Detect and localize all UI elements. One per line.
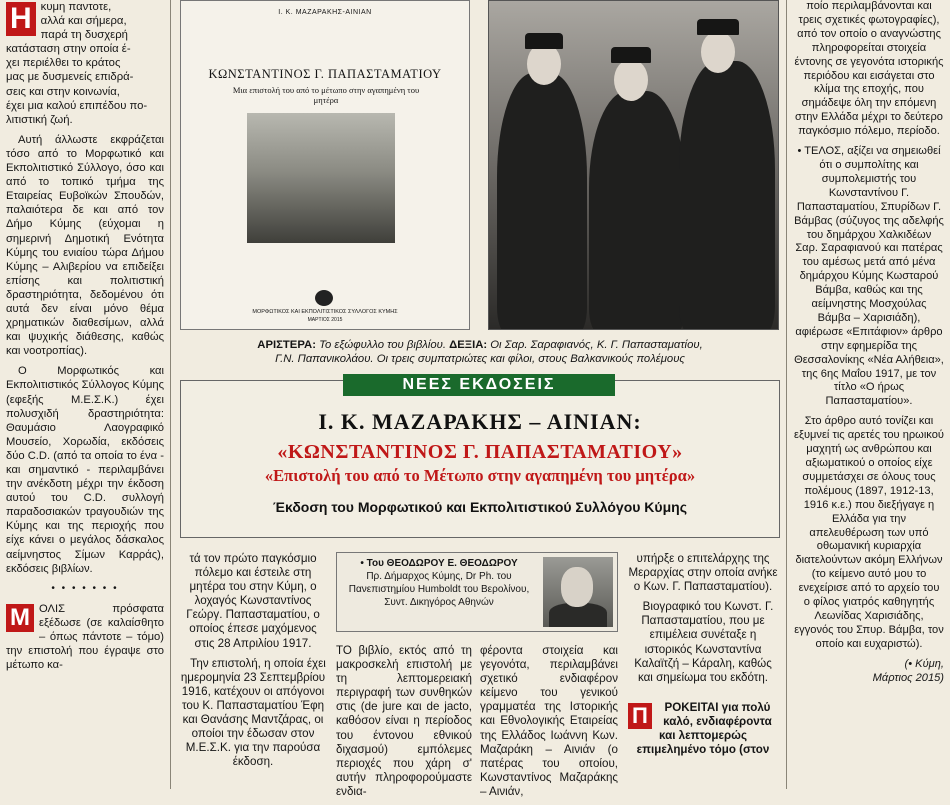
book-author: Ι. Κ. ΜΑΖΑΡΑΚΗΣ-ΑΙΝΙΑΝ <box>278 9 372 16</box>
col1-line: παρά τη δυσχερή <box>40 29 128 42</box>
book-publisher: ΜΟΡΦΩΤΙΚΟΣ ΚΑΙ ΕΚΠΟΛΙΤΙΣΤΙΚΟΣ ΣΥΛΛΟΓΟΣ ΚΥΜΗΣ <box>252 309 398 315</box>
author-byline <box>341 557 537 609</box>
author-name: • Του ΘΕΟΔΩΡΟΥ Ε. ΘΕΟΔΩΡΟΥ <box>360 558 518 569</box>
col2-para1: τά τον πρώτο παγκόσμιο πόλεμο και έστειλε στη μητέρα του στην Κύμη, ο λοχαγός Κωνσταντίνος Γεώργ. Παπασταματίου, ο οποίος έπεσε μαχόμενος στις 28 Απριλίου 1917. <box>186 552 320 650</box>
col5-para3: ΡΟΚΕΙΤΑΙ για πολύ καλό, ενδιαφέροντα και λεπτομερώς επιμελημένο τόμο (στον <box>636 700 772 757</box>
col5-para2: Βιογραφικό του Κωνστ. Γ. Παπασταματίου, που με επιμέλεια συνέταξε η ιστορικός Κωνσταντίνα Καλαϊτζή – Κάραλη, καθώς και σημείωμα του εκδότη. <box>634 600 774 684</box>
book-subtitle: Μια επιστολή του από το μέτωπο στην αγαπημένη του μητέρα <box>232 85 420 105</box>
book-cover-photo <box>247 113 395 243</box>
column-4 <box>480 644 618 805</box>
soldier-figure-center <box>589 91 685 330</box>
col5-para3-wrap <box>628 701 778 757</box>
col3-para: ΤΟ βιβλίο, εκτός από τη μακροσκελή επιστολή με τη λεπτομερειακή περιγραφή των συνθηκών στις (de jure και de jacto, καθόσον είναι η περίοδος του έντονου εθνικού διχασμού) εμπόλεμες περιοχές που χάρη σ' αυτήν πληροφορούμαστε ενδια- <box>336 644 472 798</box>
caption-line-1 <box>180 338 780 352</box>
separator-dots: • • • • • • • <box>51 582 119 594</box>
col4-para: φέροντα στοιχεία και γεγονότα, περιλαμβάνει σχετικό ενδιαφέρον κείμενο του γενικού γραμματέα της Ιστορικής και Εθνολογικής Εταιρείας της Ελλάδος Ιωάννη Κων. Μαζαράκη – Αινιάν (ο πατέρας του οποίου, Κωνσταντίνος Μαζαράκης – Αινιάν, <box>480 644 618 798</box>
announcement-title: «ΚΩΝΣΤΑΝΤΙΝΟΣ Γ. ΠΑΠΑΣΤΑΜΑΤΙΟΥ» <box>277 441 683 463</box>
col1-para2: Αυτή άλλωστε εκφράζεται τόσο από το Μορφωτικό και Εκπολιτιστικό Σύλλογο, όσο και από το τοπικό τμήμα της Εταιρείας Ευβοϊκών Σπουδών, παλαιότερα δε και από τον Δήμο Κύμης (εύχομαι η σημερινή Δημοτική Ενότητα Κύμης του ενιαίου τώρα Δήμου Κύμης – Αλιβερίου να επιδείξει επίσης και πολιτιστική δραστηριότητα, δεδομένου ότι αυτά δεν είναι μόνο θέμα χρηματικών διαθεσίμων, αλλά και ψυχικής διάθεσης, καθώς και νοοτροπίας). <box>6 133 164 358</box>
soldier-cap-left <box>525 33 563 49</box>
column-6 <box>794 0 944 686</box>
dropcap-mu: Μ <box>6 604 34 632</box>
col6-para2: • ΤΕΛΟΣ, αξίζει να σημειωθεί ότι ο συμπολίτης και συμπολεμιστής του Κωνσταντίνου Γ. Παπασταματίου, Σπυρίδων Γ. Βάμβας (σύζυγος της αδελφής του δημάρχου Χαλκιδέων Σαρ. Σαραφιανού και πατέρας του αμέσως μετά από μένα δημάρχου Κύμης Κωσταρού Βάμβα, καθώς και της αείμνηστης Μοσχούλας Βάμβα – Χαρισιάδη), αφιέρωσε «Επιτάφιον» άρθρο στην εφημερίδα της Θεσσαλονίκης «Νέα Αλήθεια», της 6ης Μαΐου 1917, με τον τίτλο «Ο ήρως Παπασταματίου». <box>794 145 944 408</box>
publisher-emblem-icon <box>315 290 333 306</box>
new-publications-badge: ΝΕΕΣ ΕΚΔΟΣΕΙΣ <box>343 374 615 396</box>
col1-line: έχει μια καλού επιπέδου πο- <box>6 99 148 112</box>
new-publications-box <box>180 376 780 538</box>
col1-para3: Ο Μορφωτικός και Εκπολιτιστικός Σύλλογος Κύμης (εφεξής Μ.Ε.Σ.Κ.) έχει πολυσχιδή δραστηριότητα: Θαυμάσιο Λαογραφικό Μουσείο, Χορωδία, εκδόσεις δύο C.D. (από τα οποία το ένα - και σημαντικό - περιλαμβάνει την ανέκδοτη μέχρι την έκδοση αυτού του C.D. συλλογή παραδοσιακών τραγουδιών της Κύμης και της περιοχής που είχε κάνει ο μεγάλος δάσκαλος αείμνηστος Σίμων Καρράς), εκδόσεις βιβλίων. <box>6 365 164 575</box>
book-cover-image <box>180 0 470 330</box>
author-box <box>336 552 618 632</box>
col1-line: αλλά και σήμερα, <box>40 15 127 28</box>
column-divider <box>786 0 787 789</box>
author-photo <box>543 557 613 627</box>
col1-line: μας με δυσμενείς επιδρά- <box>6 71 134 84</box>
soldier-figure-right <box>679 61 775 330</box>
column-divider <box>170 0 171 789</box>
col6-para3: Στο άρθρο αυτό τονίζει και εξυμνεί τις αρετές του ηρωικού μαχητή ως ανθρώπου και αξιωματικού ο οποίος είχε συμμετάσχει σε όλους τους πολέμους (1897, 1912-13, 1916 κ.ε.) που διεξήγαγε η Ελλάδα για την απελευθέρωση των υπό οθωμανική κυριαρχία διατελούντων ακόμη Ελλήνων (το κείμενο αυτό μου το ενεχείρισε από το αρχείο του ο φίλος γιατρός καθηγητής Λεωνίδας Χαρισιάδης, εγγονός του Σπυρ. Βάμβα, τον οποίο και ευχαριστώ). <box>794 415 944 650</box>
soldier-cap-right <box>697 19 739 35</box>
col1-line: χει περιέλθει το κράτος <box>6 57 121 70</box>
signature-place: (• Κύμη, <box>904 657 944 670</box>
col5-para1: υπήρξε ο επιτελάρχης της Μεραρχίας στην οποία ανήκε ο Κων. Γ. Παπασταματίου). <box>628 552 778 594</box>
author-photo-face <box>561 567 593 607</box>
dropcap-pi: Π <box>628 703 652 729</box>
soldiers-photo <box>488 0 779 330</box>
column-1 <box>6 0 164 678</box>
photo-caption <box>180 338 780 366</box>
announcement-edition: Έκδοση του Μορφωτικού και Εκπολιτιστικού Συλλόγου Κύμης <box>273 499 687 515</box>
signature-date: Μάρτιος 2015) <box>872 671 944 684</box>
soldier-face-right <box>701 31 735 73</box>
caption-text-right: Οι Σαρ. Σαραφιανός, Κ. Γ. Παπασταματίου, <box>487 339 703 351</box>
caption-label-right: ΔΕΞΙΑ: <box>449 339 488 351</box>
dropcap-eta: Η <box>6 2 36 36</box>
signature <box>794 658 944 686</box>
column-3 <box>336 644 472 805</box>
col1-line: λιτιστική ζωή. <box>6 113 73 126</box>
soldier-face-left <box>527 43 561 85</box>
announcement-author: Ι. Κ. ΜΑΖΑΡΑΚΗΣ – ΑΙΝΙΑΝ: <box>318 409 642 434</box>
book-title: ΚΩΝΣΤΑΝΤΙΝΟΣ Γ. ΠΑΠΑΣΤΑΜΑΤΙΟΥ <box>208 67 442 81</box>
caption-text-left: Το εξώφυλλο του βιβλίου. <box>315 339 450 351</box>
book-date: ΜΑΡΤΙΟΣ 2015 <box>307 317 343 323</box>
col1-line: κυμη παντοτε, <box>40 1 112 13</box>
caption-label-left: ΑΡΙΣΤΕΡΑ: <box>257 339 316 351</box>
soldier-cap-center <box>611 47 651 63</box>
col1-line: κατάσταση στην οποία έ- <box>6 43 131 56</box>
col1-line: σεις και στην κοινωνία, <box>6 85 120 98</box>
col1-para4: ΟΛΙΣ πρόσφατα εξέδωσε (σε καλαίσθητο – όπως πάντοτε – τόμο) την επιστολή που έγραψε στο μέτωπο κα- <box>6 602 164 672</box>
announcement-subtitle: «Επιστολή του από το Μέτωπο στην αγαπημένη του μητέρα» <box>264 466 696 485</box>
author-credentials: Πρ. Δήμαρχος Κύμης, Dr Ph. του Πανεπιστημίου Humboldt του Βερολίνου, Συντ. Δικηγόρος Αθηνών <box>348 571 530 608</box>
column-2 <box>178 552 328 775</box>
soldier-face-center <box>614 59 648 101</box>
column-5 <box>628 552 778 763</box>
caption-line-2: Γ.Ν. Παπανικολάου. Οι τρεις συμπατριώτες και φίλοι, στους Βαλκανικούς πολέμους <box>275 353 685 365</box>
col6-para1: ποίο περιλαμβάνονται και τρεις σχετικές φωτογραφίες), από τον οποίο ο αναγνώστης πληροφορείται στοιχεία έντονης σε γεγονότα ιστορικής περιόδου και εισάγεται στο κλίμα της εποχής, που σημάδεψε όλη την επόμενη στην Ελλάδα μέχρι το δεύτερο παγκόσμιο πόλεμο, περίοδο. <box>794 0 944 138</box>
soldier-figure-left <box>497 73 587 330</box>
col2-para2: Την επιστολή, η οποία έχει ημερομηνία 23 Σεπτεμβρίου 1916, κατέχουν οι απόγονοι του Κ. Παπασταματίου Έφη και Θανάσης Μαντζάρας, οι οποίοι την έδωσαν στον Μ.Ε.Σ.Κ. για την παρούσα έκδοση. <box>180 656 326 769</box>
